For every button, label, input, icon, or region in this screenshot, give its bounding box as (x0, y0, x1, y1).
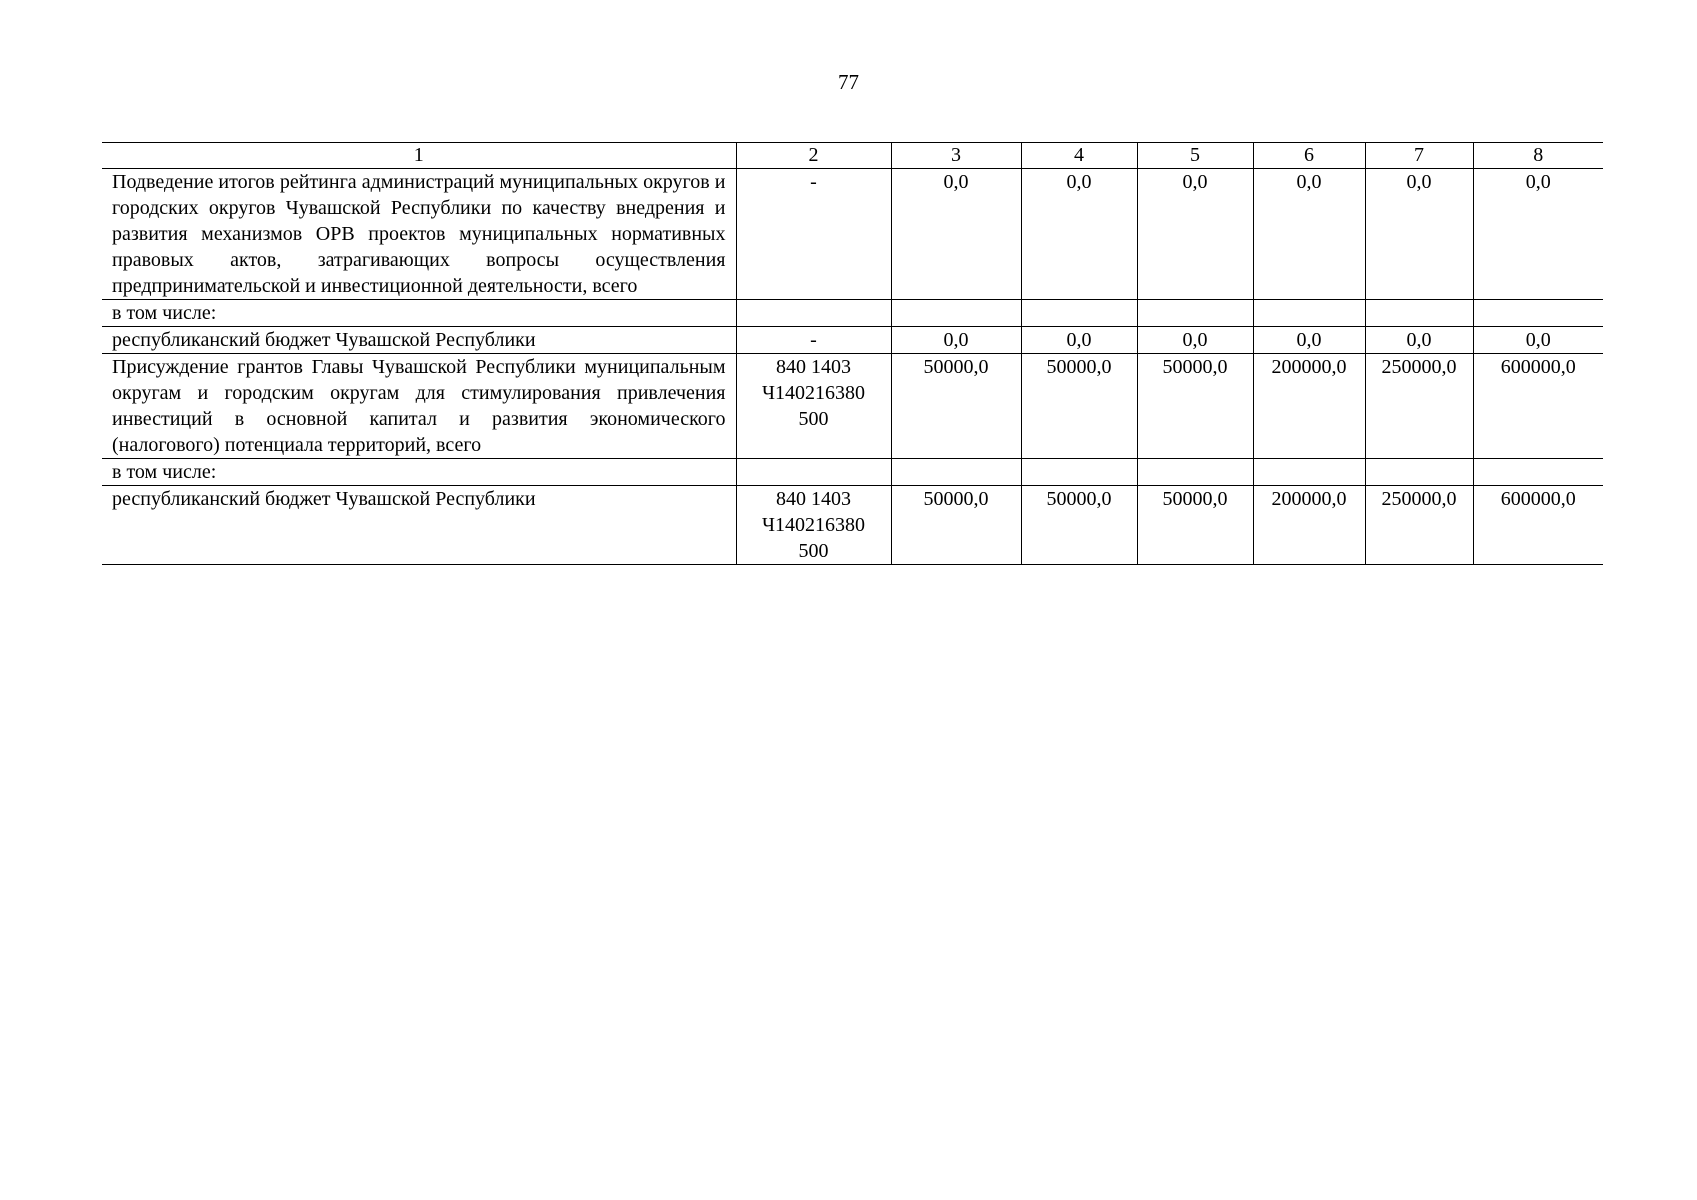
row-description: в том числе: (102, 459, 736, 486)
table-subheader-row (102, 459, 1603, 486)
column-number: 5 (1137, 143, 1253, 169)
amount-cell (1253, 300, 1365, 327)
amount-cell (1473, 459, 1603, 486)
column-number: 6 (1253, 143, 1365, 169)
amount-cell (1021, 459, 1137, 486)
amount-cell: 0,0 (1365, 327, 1473, 354)
amount-cell: 0,0 (1021, 327, 1137, 354)
amount-cell (1365, 300, 1473, 327)
amount-cell: 50000,0 (891, 354, 1021, 459)
amount-cell: 0,0 (1253, 169, 1365, 300)
row-description: Присуждение грантов Главы Чувашской Республики муниципальным округам и городским округам для стимулирования привлечения инвестиций в основной капитал и развития экономического (налогового) потенциала территорий, всего (102, 354, 736, 459)
amount-cell: 0,0 (1137, 327, 1253, 354)
amount-cell (891, 300, 1021, 327)
column-number: 3 (891, 143, 1021, 169)
amount-cell: 250000,0 (1365, 354, 1473, 459)
budget-code-line: 840 1403 (776, 356, 851, 378)
budget-code-cell (736, 327, 891, 354)
amount-cell: 200000,0 (1253, 486, 1365, 565)
column-number: 2 (736, 143, 891, 169)
table-subheader-row (102, 300, 1603, 327)
amount-cell: 50000,0 (1137, 486, 1253, 565)
column-number-row (102, 143, 1603, 169)
budget-code-line: 840 1403 (776, 488, 851, 510)
amount-cell: 0,0 (1253, 327, 1365, 354)
amount-cell: 0,0 (891, 327, 1021, 354)
row-description: республиканский бюджет Чувашской Республики (102, 327, 736, 354)
table-row (102, 486, 1603, 565)
page-number: 77 (838, 70, 859, 94)
budget-code-line: - (810, 171, 817, 193)
amount-cell: 50000,0 (1021, 354, 1137, 459)
amount-cell: 0,0 (1473, 169, 1603, 300)
amount-cell: 600000,0 (1473, 486, 1603, 565)
amount-cell: 50000,0 (1021, 486, 1137, 565)
table-row (102, 354, 1603, 459)
amount-cell (1365, 459, 1473, 486)
amount-cell: 250000,0 (1365, 486, 1473, 565)
row-description: Подведение итогов рейтинга администраций муниципальных округов и городских округов Чувашской Республики по качеству внедрения и развития механизмов ОРВ проектов муниципальных нормативных правовых актов, затрагивающих вопросы осуществления предпринимательской и инвестиционной деятельности, всего (102, 169, 736, 300)
row-description: республиканский бюджет Чувашской Республики (102, 486, 736, 565)
amount-cell (1473, 300, 1603, 327)
budget-code-line: Ч140216380 (762, 514, 865, 536)
amount-cell: 0,0 (1021, 169, 1137, 300)
budget-code-cell (736, 459, 891, 486)
amount-cell: 50000,0 (891, 486, 1021, 565)
budget-code-line: 500 (798, 540, 829, 562)
budget-table (102, 142, 1603, 565)
column-number: 8 (1473, 143, 1603, 169)
budget-code-line: - (810, 329, 817, 351)
budget-code-cell (736, 486, 891, 565)
row-description: в том числе: (102, 300, 736, 327)
column-number: 7 (1365, 143, 1473, 169)
amount-cell: 0,0 (1137, 169, 1253, 300)
budget-code-line: 500 (798, 408, 829, 430)
table-row (102, 327, 1603, 354)
amount-cell (1021, 300, 1137, 327)
budget-code-cell (736, 354, 891, 459)
amount-cell (1137, 300, 1253, 327)
amount-cell: 600000,0 (1473, 354, 1603, 459)
amount-cell: 50000,0 (1137, 354, 1253, 459)
budget-code-line: Ч140216380 (762, 382, 865, 404)
amount-cell: 0,0 (891, 169, 1021, 300)
amount-cell: 0,0 (1365, 169, 1473, 300)
amount-cell: 200000,0 (1253, 354, 1365, 459)
amount-cell: 0,0 (1473, 327, 1603, 354)
budget-code-cell (736, 300, 891, 327)
column-number: 1 (102, 143, 736, 169)
budget-code-cell (736, 169, 891, 300)
table-row (102, 169, 1603, 300)
amount-cell (1137, 459, 1253, 486)
column-number: 4 (1021, 143, 1137, 169)
amount-cell (1253, 459, 1365, 486)
amount-cell (891, 459, 1021, 486)
